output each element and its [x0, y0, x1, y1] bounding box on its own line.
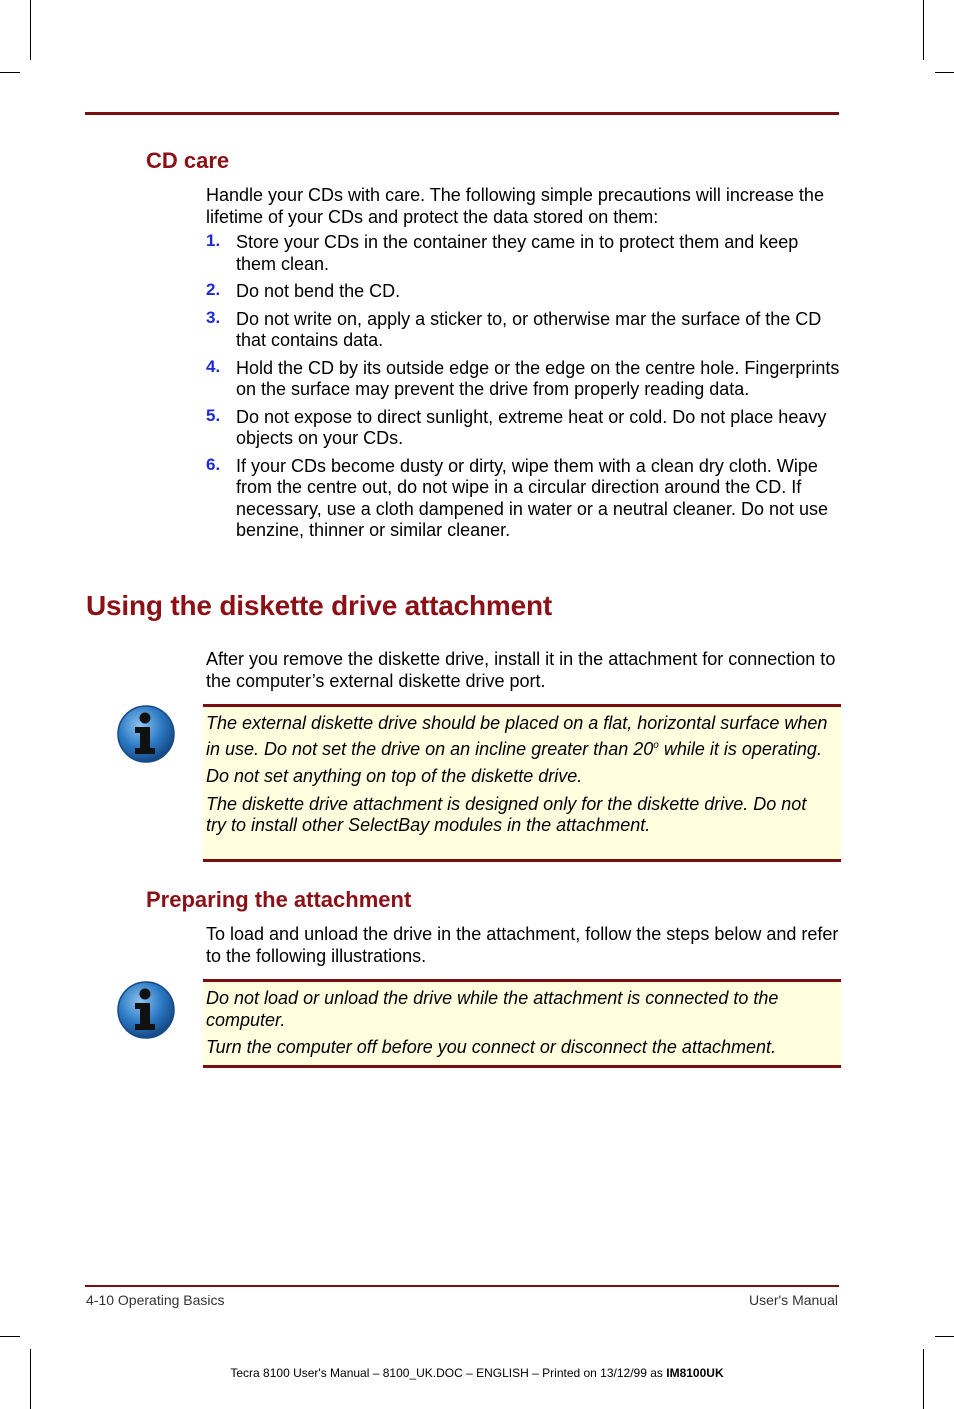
- note-text: Turn the computer off before you connect or disconnect the attachment.: [206, 1037, 776, 1057]
- list-item-text: Do not write on, apply a sticker to, or otherwise mar the surface of the CD that contains data.: [236, 308, 822, 350]
- note-text: Do not set anything on top of the diskette drive.: [206, 766, 583, 786]
- preparing-intro: To load and unload the drive in the attachment, follow the steps below and refer to the following illustrations.: [206, 924, 839, 966]
- note-text: Do not load or unload the drive while the attachment is connected to the computer.: [206, 988, 779, 1030]
- list-item-text: Do not bend the CD.: [236, 281, 401, 301]
- note-box-diskette: [203, 704, 841, 862]
- list-item: [206, 456, 842, 542]
- list-item-text: Do not expose to direct sunlight, extreme heat or cold. Do not place heavy objects on your CDs.: [236, 406, 827, 448]
- diskette-intro: After you remove the diskette drive, install it in the attachment for connection to the computer’s external diskette drive port.: [206, 649, 836, 691]
- note-text: The diskette drive attachment is designed only for the diskette drive. Do not try to install other SelectBay modules in the attachment.: [206, 793, 807, 835]
- crop-mark: [935, 72, 954, 73]
- print-info-code: IM8100UK: [666, 1366, 724, 1380]
- degree-superscript: o: [653, 739, 659, 751]
- print-info-text: Tecra 8100 User's Manual – 8100_UK.DOC – ENGLISH – Printed on 13/12/99 as: [230, 1366, 667, 1380]
- crop-mark: [923, 0, 924, 60]
- cd-care-list: [206, 232, 842, 548]
- footer-left: 4-10 Operating Basics: [86, 1292, 225, 1308]
- note-text: [206, 713, 831, 760]
- note-text-part: while it is operating.: [658, 738, 822, 759]
- print-info: [0, 1366, 954, 1380]
- list-number: 3.: [206, 307, 221, 327]
- section-heading-cd-care: CD care: [146, 148, 230, 173]
- header-rule: [85, 112, 839, 115]
- list-number: 5.: [206, 405, 221, 425]
- list-item-text: Hold the CD by its outside edge or the edge on the centre hole. Fingerprints on the surface may prevent the drive from properly reading data.: [236, 357, 840, 399]
- note-text-part: The external diskette drive should be placed on a flat, horizontal surface when in use. Do not set the drive on an incline greater than 20: [206, 713, 828, 759]
- crop-mark: [0, 72, 20, 73]
- section-heading-diskette: Using the diskette drive attachment: [86, 590, 553, 621]
- list-number: 4.: [206, 356, 221, 376]
- list-number: 2.: [206, 280, 221, 299]
- list-item-text: If your CDs become dusty or dirty, wipe them with a clean dry cloth. Wipe from the centre out, do not wipe in a circular direction around the CD. If necessary, use a cloth dampened in water or a neutral cleaner. Do not use benzine, thinner or similar cleaner.: [236, 455, 829, 540]
- list-number: 1.: [206, 231, 221, 250]
- note-box-preparing: [203, 979, 841, 1068]
- footer-rule: [85, 1285, 839, 1287]
- crop-mark: [0, 1336, 20, 1337]
- cd-care-intro: Handle your CDs with care. The following simple precautions will increase the lifetime of your CDs and protect the data stored on them:: [206, 185, 824, 227]
- info-icon: [116, 704, 176, 764]
- list-number: 6.: [206, 454, 221, 474]
- footer-right: User's Manual: [748, 1292, 838, 1308]
- list-item: [206, 358, 842, 401]
- list-item: [206, 281, 842, 303]
- section-heading-preparing: Preparing the attachment: [146, 887, 412, 912]
- crop-mark: [30, 0, 31, 60]
- list-item: [206, 232, 842, 275]
- list-item: [206, 309, 842, 352]
- list-item-text: Store your CDs in the container they came in to protect them and keep them clean.: [236, 232, 799, 274]
- list-item: [206, 407, 842, 450]
- info-icon: [116, 980, 176, 1040]
- crop-mark: [935, 1336, 954, 1337]
